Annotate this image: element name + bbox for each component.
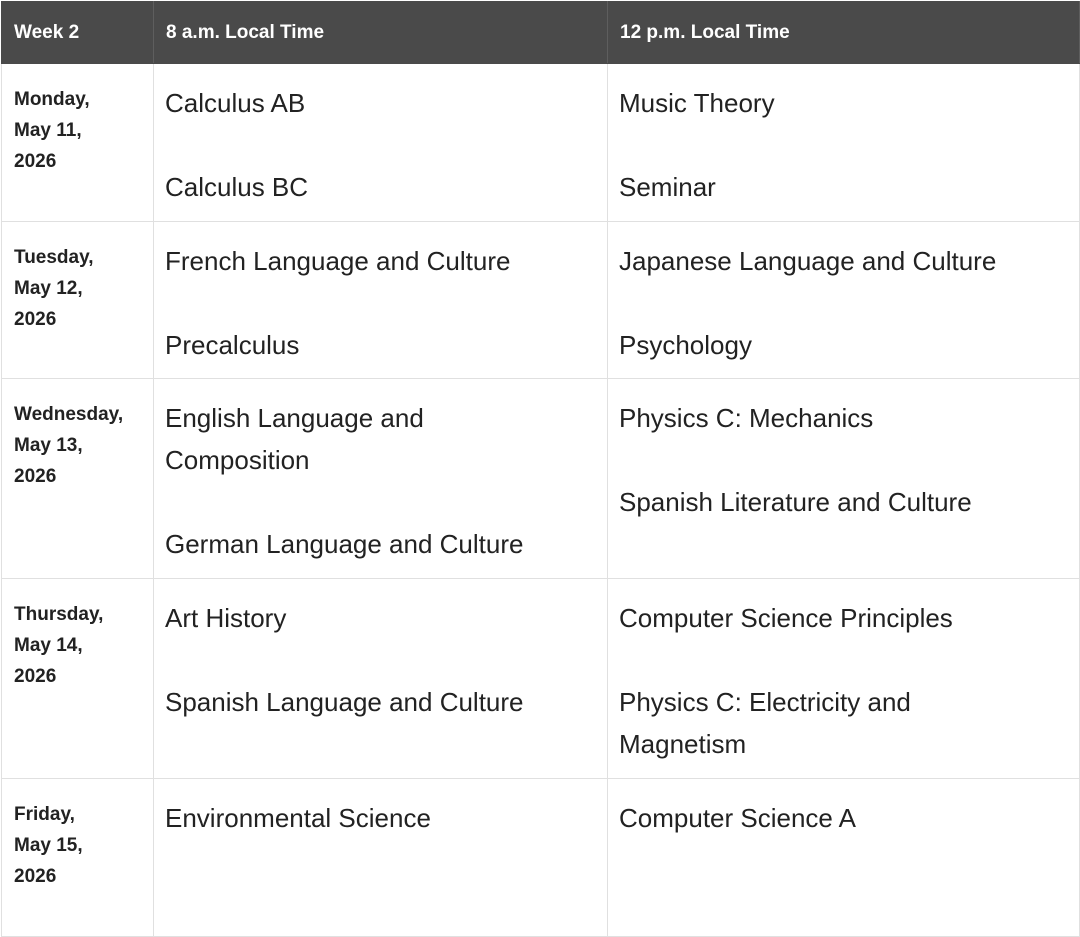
day-cell (2, 379, 154, 579)
afternoon-cell (608, 222, 1080, 379)
day-name: Monday, (14, 89, 90, 110)
exam-name: Psychology (619, 330, 752, 360)
morning-cell (154, 222, 608, 379)
day-year: 2026 (14, 666, 57, 687)
table-body (2, 64, 1080, 937)
day-year: 2026 (14, 309, 57, 330)
exam-name: Computer Science Principles (619, 603, 953, 633)
morning-cell (154, 579, 608, 779)
afternoon-cell (608, 579, 1080, 779)
header-week: Week 2 (2, 2, 154, 64)
day-year: 2026 (14, 151, 57, 172)
morning-cell (154, 379, 608, 579)
day-name: Friday, (14, 804, 75, 825)
exam-name: English Language and Composition (165, 403, 424, 475)
table-row (2, 779, 1080, 937)
exam-name: Physics C: Electricity and Magnetism (619, 687, 911, 759)
exam-name: Calculus BC (165, 172, 309, 202)
exam-name: Japanese Language and Culture (619, 246, 997, 276)
exam-name: Precalculus (165, 330, 300, 360)
table-header (2, 2, 1080, 64)
exam-name: Seminar (619, 172, 716, 202)
exam-schedule-table (1, 1, 1080, 937)
header-row (2, 2, 1080, 64)
afternoon-cell (608, 379, 1080, 579)
table-row (2, 64, 1080, 222)
exam-name: Environmental Science (165, 803, 431, 833)
exam-name: Spanish Literature and Culture (619, 487, 972, 517)
day-date: May 11, (14, 120, 82, 141)
exam-name: Music Theory (619, 88, 775, 118)
day-year: 2026 (14, 466, 57, 487)
header-afternoon: 12 p.m. Local Time (608, 2, 1080, 64)
day-year: 2026 (14, 866, 57, 887)
exam-name: Calculus AB (165, 88, 306, 118)
day-date: May 13, (14, 435, 83, 456)
header-morning: 8 a.m. Local Time (154, 2, 608, 64)
day-date: May 15, (14, 835, 83, 856)
exam-name: German Language and Culture (165, 529, 524, 559)
afternoon-cell (608, 779, 1080, 937)
morning-cell (154, 64, 608, 222)
day-date: May 12, (14, 278, 83, 299)
day-date: May 14, (14, 635, 83, 656)
day-name: Thursday, (14, 604, 104, 625)
day-cell (2, 222, 154, 379)
exam-name: French Language and Culture (165, 246, 511, 276)
exam-name: Spanish Language and Culture (165, 687, 524, 717)
table-row (2, 379, 1080, 579)
morning-cell (154, 779, 608, 937)
table-row (2, 222, 1080, 379)
day-cell (2, 64, 154, 222)
table-row (2, 579, 1080, 779)
day-cell (2, 779, 154, 937)
day-name: Tuesday, (14, 247, 94, 268)
day-name: Wednesday, (14, 404, 124, 425)
afternoon-cell (608, 64, 1080, 222)
exam-name: Physics C: Mechanics (619, 403, 874, 433)
exam-name: Computer Science A (619, 803, 857, 833)
day-cell (2, 579, 154, 779)
exam-name: Art History (165, 603, 287, 633)
